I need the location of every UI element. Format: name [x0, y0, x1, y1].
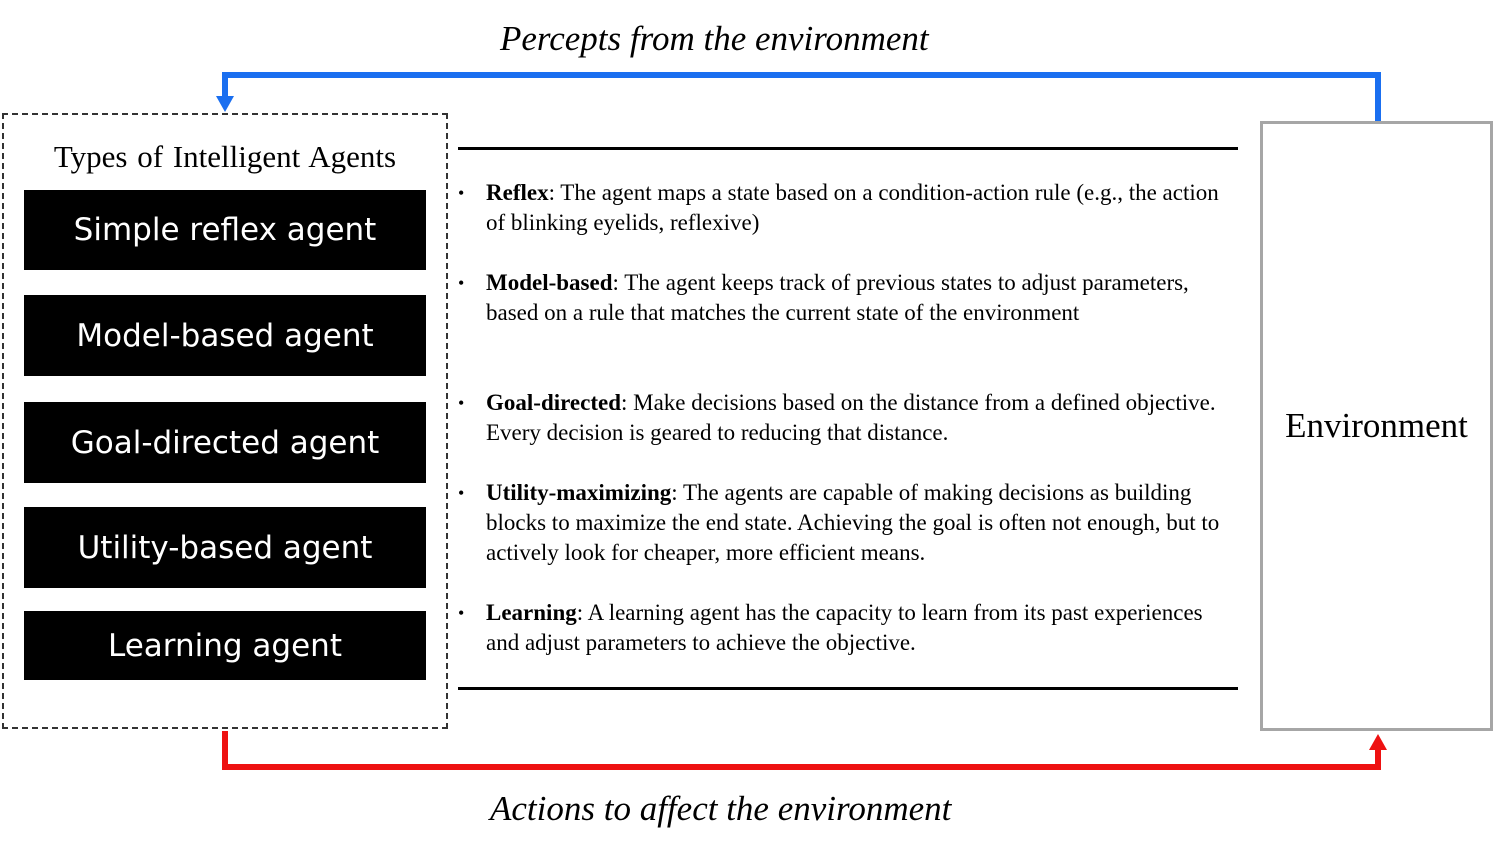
environment-label: Environment [1285, 406, 1468, 445]
learning-agent-box: Learning agent [24, 611, 426, 680]
simple-reflex-agent-box: Simple reflex agent [24, 190, 426, 270]
percepts-caption: Percepts from the environment [500, 19, 929, 58]
description-body: : A learning agent has the capacity to learn from its past experiences and adjust parameters to achieve the objective. [486, 600, 1203, 655]
bullet-icon: • [458, 603, 465, 623]
description-body: : Make decisions based on the distance from a defined objective. Every decision is geared to reducing that distance. [486, 390, 1216, 445]
description-body: : The agents are capable of making decisions as building blocks to maximize the end state. Achieving the goal is often not enough, but to actively look for cheaper, more efficient means. [486, 480, 1220, 565]
actions-caption: Actions to affect the environment [490, 789, 952, 828]
bullet-icon: • [458, 183, 465, 203]
description-term: Reflex [486, 180, 549, 205]
description-term: Model-based [486, 270, 613, 295]
percepts-arrowhead [216, 96, 234, 112]
bottom-divider [458, 687, 1238, 690]
agent-types-panel [2, 113, 448, 729]
description-term: Utility-maximizing [486, 480, 672, 505]
agent-types-title: Types of Intelligent Agents [53, 139, 397, 174]
actions-arrow-line [225, 731, 1378, 767]
top-divider [458, 147, 1238, 150]
utility-based-agent-box: Utility-based agent [24, 507, 426, 588]
goal-directed-agent-box: Goal-directed agent [24, 402, 426, 483]
environment-box [1260, 121, 1493, 731]
description-term: Goal-directed [486, 390, 621, 415]
bullet-icon: • [458, 483, 465, 503]
bullet-icon: • [458, 393, 465, 413]
bullet-icon: • [458, 273, 465, 293]
description-term: Learning [486, 600, 577, 625]
description-body: : The agent maps a state based on a condition-action rule (e.g., the action of blinking eyelids, reflexive) [486, 180, 1219, 235]
model-based-agent-box: Model-based agent [24, 295, 426, 376]
description-body: : The agent keeps track of previous states to adjust parameters, based on a rule that matches the current state of the environment [486, 270, 1189, 325]
actions-arrowhead [1369, 734, 1387, 750]
